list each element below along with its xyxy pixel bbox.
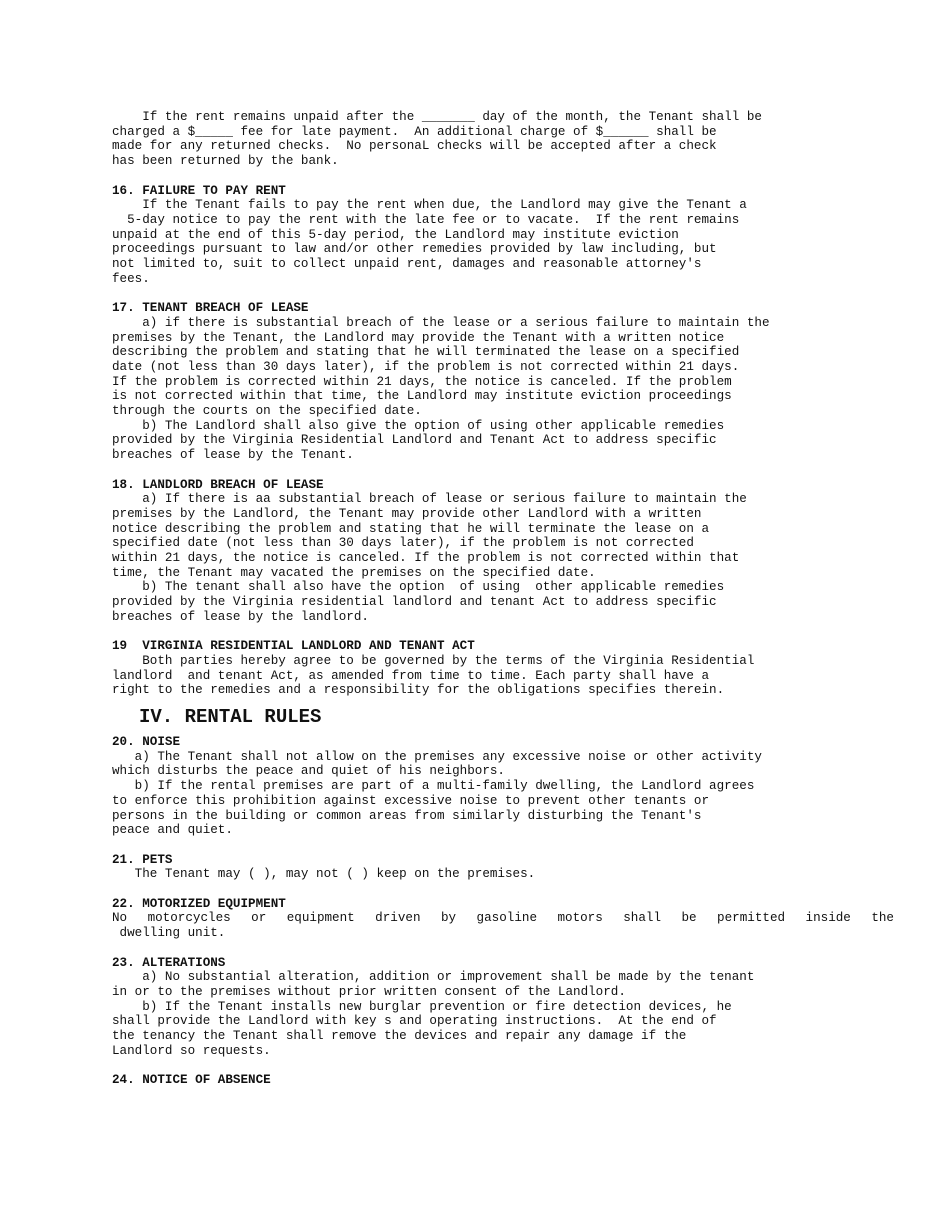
section-heading: 17. TENANT BREACH OF LEASE (112, 301, 309, 316)
text-line: If the problem is corrected within 21 days, the notice is canceled. If the problem (112, 374, 732, 389)
text-line: to enforce this prohibition against excessive noise to prevent other tenants or (112, 793, 710, 808)
text-line: b) If the Tenant installs new burglar prevention or fire detection devices, he (112, 999, 732, 1014)
text-line: time, the Tenant may vacated the premises on the specified date. (112, 565, 596, 580)
late-fee-paragraph (112, 110, 912, 169)
section-24 (112, 1073, 912, 1088)
section-21 (112, 853, 912, 882)
text-line: right to the remedies and a responsibility for the obligations specifies therein. (112, 683, 725, 698)
section-20 (112, 735, 912, 838)
text-line: provided by the Virginia Residential Landlord and Tenant Act to address specific (112, 433, 717, 448)
section-22 (112, 897, 912, 941)
text-line: a) If there is aa substantial breach of lease or serious failure to maintain the (112, 492, 747, 507)
text-line: breaches of lease by the landlord. (112, 609, 369, 624)
text-line: landlord and tenant Act, as amended from time to time. Each party shall have a (112, 668, 710, 683)
text-line: within 21 days, the notice is canceled. If the problem is not corrected within that (112, 551, 740, 566)
text-line: through the courts on the specified date. (112, 404, 422, 419)
section-heading: 18. LANDLORD BREACH OF LEASE (112, 477, 324, 492)
section-heading: 24. NOTICE OF ABSENCE (112, 1073, 271, 1088)
text-line: Landlord so requests. (112, 1043, 271, 1058)
text-line: a) The Tenant shall not allow on the premises any excessive noise or other activity (112, 749, 762, 764)
text-line: the tenancy the Tenant shall remove the devices and repair any damage if the (112, 1029, 687, 1044)
text-line: a) No substantial alteration, addition or improvement shall be made by the tenant (112, 970, 755, 985)
text-line: b) If the rental premises are part of a multi-family dwelling, the Landlord agrees (112, 779, 755, 794)
text-line: breaches of lease by the Tenant. (112, 448, 354, 463)
text-line: proceedings pursuant to law and/or other remedies provided by law including, but (112, 242, 717, 257)
section-19 (112, 639, 912, 698)
text-line: charged a $_____ fee for late payment. An additional charge of $______ shall be (112, 124, 717, 139)
text-line: The Tenant may ( ), may not ( ) keep on the premises. (112, 867, 536, 882)
document-page (112, 110, 912, 1088)
section-heading: 16. FAILURE TO PAY RENT (112, 183, 286, 198)
text-line: describing the problem and stating that he will terminated the lease on a specified (112, 345, 740, 360)
section-heading: 23. ALTERATIONS (112, 955, 226, 970)
rental-rules-title: IV. RENTAL RULES (139, 706, 322, 729)
section-23 (112, 956, 912, 1059)
text-line: which disturbs the peace and quiet of his neighbors. (112, 764, 505, 779)
text-line: is not corrected within that time, the Landlord may institute eviction proceedings (112, 389, 732, 404)
text-line: date (not less than 30 days later), if the problem is not corrected within 21 days. (112, 359, 740, 374)
text-line: Both parties hereby agree to be governed by the terms of the Virginia Residential (112, 653, 755, 668)
text-line: shall provide the Landlord with key s and operating instructions. At the end of (112, 1014, 717, 1029)
text-line: not limited to, suit to collect unpaid rent, damages and reasonable attorney's (112, 257, 702, 272)
text-line: notice describing the problem and stating that he will terminate the lease on a (112, 521, 710, 536)
section-heading: 20. NOISE (112, 735, 181, 750)
text-line: provided by the Virginia residential landlord and tenant Act to address specific (112, 595, 717, 610)
section-heading: 19 VIRGINIA RESIDENTIAL LANDLORD AND TENANT ACT (112, 639, 475, 654)
text-line: persons in the building or common areas from similarly disturbing the Tenant's (112, 808, 702, 823)
section-heading: 22. MOTORIZED EQUIPMENT (112, 896, 286, 911)
text-line: b) The Landlord shall also give the option of using other applicable remedies (112, 418, 725, 433)
text-line: premises by the Tenant, the Landlord may provide the Tenant with a written notice (112, 330, 725, 345)
text-line: in or to the premises without prior written consent of the Landlord. (112, 984, 626, 999)
text-line: a) if there is substantial breach of the lease or a serious failure to maintain the (112, 315, 770, 330)
section-18 (112, 478, 912, 625)
text-line: made for any returned checks. No personaL checks will be accepted after a check (112, 139, 717, 154)
text-line: specified date (not less than 30 days later), if the problem is not corrected (112, 536, 694, 551)
text-line: peace and quiet. (112, 823, 233, 838)
text-line: premises by the Landlord, the Tenant may provide other Landlord with a written (112, 506, 702, 521)
section-17 (112, 301, 912, 463)
text-line: If the Tenant fails to pay the rent when due, the Landlord may give the Tenant a (112, 198, 747, 213)
section-16 (112, 184, 912, 287)
text-line: If the rent remains unpaid after the _______ day of the month, the Tenant shall be (112, 110, 762, 124)
section-heading: 21. PETS (112, 852, 173, 867)
text-line: fees. (112, 271, 150, 286)
text-line: unpaid at the end of this 5-day period, the Landlord may institute eviction (112, 227, 679, 242)
text-line: No motorcycles or equipment driven by gasoline motors shall be permitted inside the (112, 911, 894, 926)
text-line: b) The tenant shall also have the option of using other applicable remedies (112, 580, 725, 595)
text-line: dwelling unit. (112, 926, 226, 941)
text-line: 5-day notice to pay the rent with the late fee or to vacate. If the rent remains (112, 212, 740, 227)
text-line: has been returned by the bank. (112, 154, 339, 169)
